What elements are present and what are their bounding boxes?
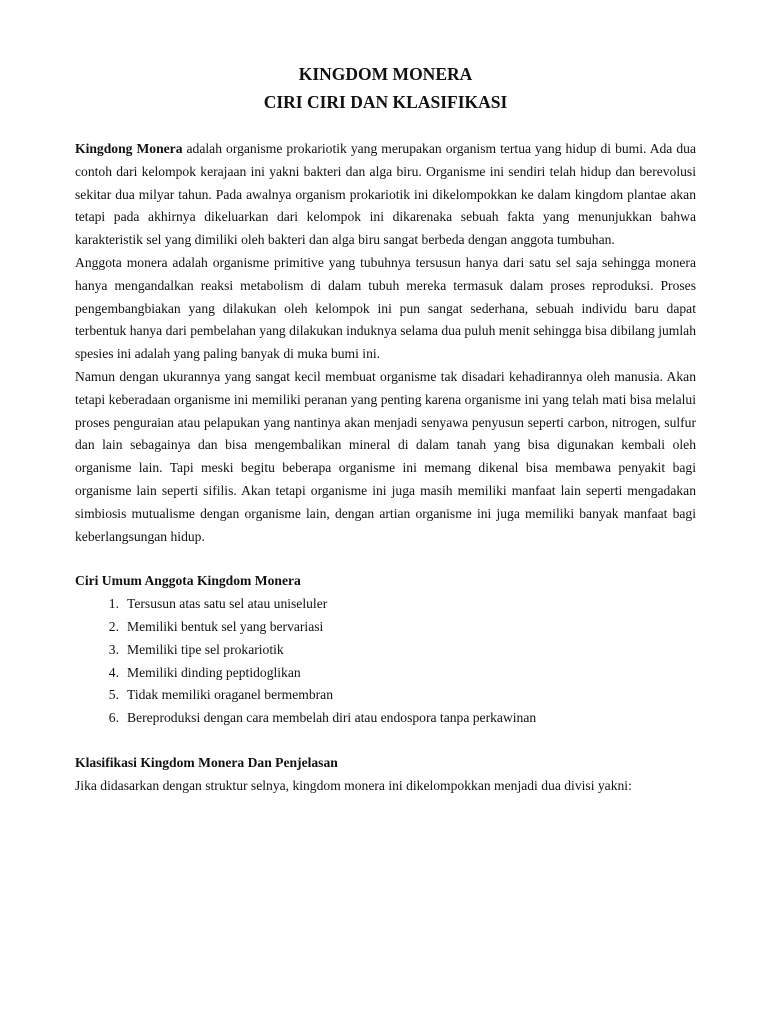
classification-section — [75, 752, 696, 798]
list-item — [75, 593, 696, 616]
intro-paragraph-2: Anggota monera adalah organisme primitive yang tubuhnya tersusun hanya dari satu sel saja sehingga monera hanya mengandalkan reaksi metabolism di dalam tubuh mereka termasuk dalam proses reproduksi. Proses pengembangbiakan yang dilakukan oleh kelompok ini pun sangat sederhana, sebuah individu baru dapat terbentuk hanya dari pembelahan yang dilakukan induknya selama dua puluh menit sehingga bisa dibilang jumlah spesies ini adalah yang paling banyak di muka bumi ini. — [75, 254, 696, 362]
list-text: Bereproduksi dengan cara membelah diri atau endospora tanpa perkawinan — [127, 710, 537, 726]
list-text: Tersusun atas satu sel atau uniseluler — [127, 596, 328, 612]
classification-heading: Klasifikasi Kingdom Monera Dan Penjelasan — [75, 754, 338, 770]
title-line-1: KINGDOM MONERA — [298, 64, 473, 84]
list-number: 3. — [108, 641, 119, 657]
list-item — [75, 616, 696, 639]
characteristics-section — [75, 570, 696, 730]
list-number: 1. — [108, 596, 119, 612]
characteristics-heading: Ciri Umum Anggota Kingdom Monera — [75, 573, 301, 589]
intro-paragraph-1-text: adalah organisme prokariotik yang merupakan organism tertua yang hidup di bumi. Ada dua contoh dari kelompok kerajaan ini yakni bakteri dan alga biru. Organisme ini sendiri telah hidup dan berevolusi sekitar dua milyar tahun. Pada awalnya organism prokariotik ini dikelompokkan ke dalam kingdom plantae akan tetapi pada akhirnya dikeluarkan dari kelompok ini dikarenaka sebuah fakta yang menunjukkan bahwa karakteristik sel yang dimiliki oleh bakteri dan alga biru sangat berbeda dengan anggota tumbuhan. — [75, 141, 696, 248]
lead-term: Kingdong Monera — [75, 141, 183, 156]
intro-paragraph-1 — [75, 138, 696, 252]
list-text: Tidak memiliki oraganel bermembran — [127, 687, 333, 703]
list-item — [75, 684, 696, 707]
intro-paragraph-3: Namun dengan ukurannya yang sangat kecil membuat organisme tak disadari kehadirannya oleh manusia. Akan tetapi keberadaan organisme ini memiliki peranan yang penting karena organisme ini yang telah mati bisa melalui proses penguraian atau pelapukan yang nantinya akan menjadi senyawa penyusun seperti carbon, nitrogen, sulfur dan lain sebagainya dan bisa mengembalikan mineral di dalam tanah yang bisa digunakan kembali oleh organisme lain. Tapi meski begitu beberapa organisme ini memang dikenal bisa membawa penyakit bagi organisme lain seperti sifilis. Akan tetapi organisme ini juga masih memiliki manfaat lain seperti mengadakan simbiosis mutualisme dengan organisme lain, dengan artian organisme ini juga memiliki banyak manfaat bagi keberlangsungan hidup. — [75, 368, 696, 544]
document-page — [75, 60, 696, 798]
list-item — [75, 707, 696, 730]
list-text: Memiliki tipe sel prokariotik — [127, 641, 284, 657]
list-item — [75, 639, 696, 662]
list-text: Memiliki dinding peptidoglikan — [127, 664, 301, 680]
intro-section — [75, 138, 696, 548]
list-number: 6. — [108, 710, 119, 726]
title-line-2: CIRI CIRI DAN KLASIFIKASI — [263, 92, 508, 112]
list-number: 2. — [108, 618, 119, 634]
list-text: Memiliki bentuk sel yang bervariasi — [127, 618, 324, 634]
list-number: 5. — [108, 687, 119, 703]
list-item — [75, 662, 696, 685]
classification-paragraph: Jika didasarkan dengan struktur selnya, kingdom monera ini dikelompokkan menjadi dua divisi yakni: — [75, 777, 632, 793]
list-number: 4. — [108, 664, 119, 680]
characteristics-list — [75, 593, 696, 730]
